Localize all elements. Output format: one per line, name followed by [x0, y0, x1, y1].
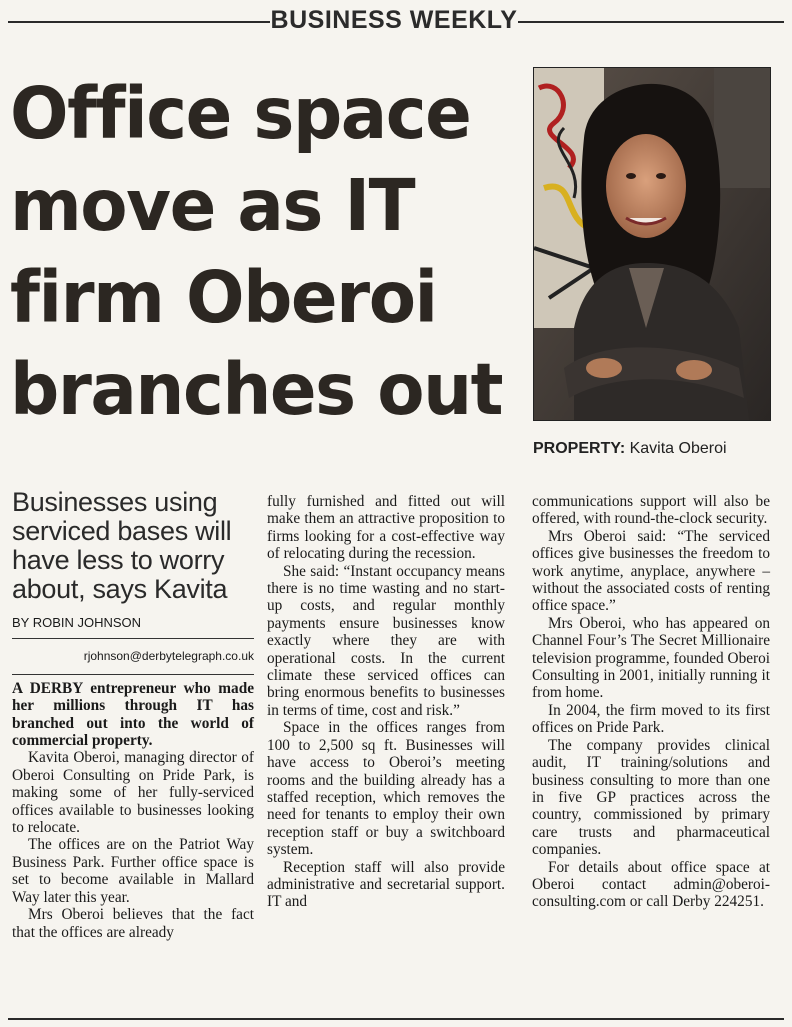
headline-line: move as IT	[10, 164, 415, 247]
headline-line: Office space	[10, 72, 471, 155]
article-column-1	[12, 488, 254, 941]
article-column-2	[267, 493, 505, 911]
body-paragraph: Kavita Oberoi, managing director of Oberoi Consulting on Pride Park, is making some of her fully-serviced offices available to businesses looking to relocate.	[12, 749, 254, 837]
caption-text: Kavita Oberoi	[629, 440, 727, 457]
body-paragraph: Mrs Oberoi said: “The serviced offices give businesses the freedom to work anytime, anyplace, anywhere – without the associated costs of renting office space.”	[532, 527, 770, 615]
portrait-photo	[533, 67, 771, 421]
body-paragraph: fully furnished and fitted out will make them an attractive proposition to firms looking for a cost-effective way of relocating during the recession.	[267, 493, 505, 563]
article-column-3	[532, 493, 770, 911]
divider	[12, 674, 254, 675]
section-label: BUSINESS WEEKLY	[270, 6, 518, 34]
standfirst: Businesses using serviced bases will have less to worry about, says Kavita	[12, 487, 232, 604]
body-paragraph: For details about office space at Oberoi contact admin@oberoi-consulting.com or call Derby 224251.	[532, 858, 770, 911]
author-email: rjohnson@derbytelegraph.co.uk	[83, 649, 254, 664]
headline-line: branches out	[10, 348, 503, 431]
headline	[10, 68, 505, 436]
body-paragraph: Reception staff will also provide administrative and secretarial support. IT and	[267, 858, 505, 911]
body-paragraph: The offices are on the Patriot Way Business Park. Further office space is set to become available in Mallard Way later this year.	[12, 836, 254, 906]
body-paragraph: Mrs Oberoi believes that the fact that the offices are already	[12, 906, 254, 941]
body-paragraph: Mrs Oberoi, who has appeared on Channel Four’s The Secret Millionaire television programme, founded Oberoi Consulting in 2001, initially running it from home.	[532, 614, 770, 702]
body-paragraph: A DERBY entrepreneur who made her millions through IT has branched out into the world of commercial property.	[12, 679, 254, 750]
body-paragraph: Space in the offices ranges from 100 to 2,500 sq ft. Businesses will have access to Oberoi’s meeting rooms and the building already has a staffed reception, which removes the need for tenants to employ their own reception staff or buy a switchboard system.	[267, 719, 505, 859]
section-header	[8, 6, 784, 36]
header-rule-left	[8, 21, 270, 23]
body-paragraph: communications support will also be offered, with round-the-clock security.	[532, 493, 770, 528]
headline-line: firm Oberoi	[10, 256, 437, 339]
caption-label: PROPERTY:	[533, 440, 626, 457]
footer-rule	[8, 1018, 784, 1020]
body-paragraph: She said: “Instant occupancy means there is no time wasting and no start-up costs, and regular monthly payments ensure businesses know exactly where they are with operational costs. In the current climate these serviced offices can bring enormous benefits to businesses in terms of time, cost and risk.”	[267, 562, 505, 719]
body-paragraph: The company provides clinical audit, IT training/solutions and business consulting to more than one in five GP practices across the country, commissioned by primary care trusts and pharmaceutical companies.	[532, 736, 770, 859]
photo-caption	[533, 440, 783, 458]
header-rule-right	[518, 21, 784, 23]
byline: BY ROBIN JOHNSON	[12, 614, 254, 639]
body-paragraph: In 2004, the firm moved to its first offices on Pride Park.	[532, 701, 770, 737]
